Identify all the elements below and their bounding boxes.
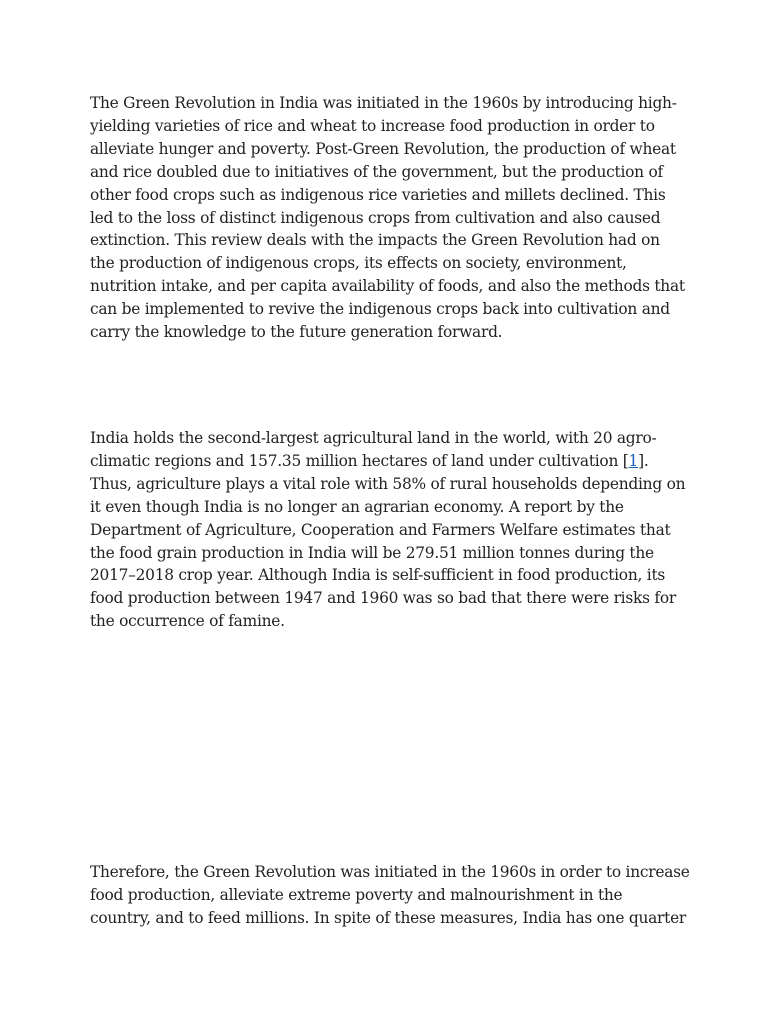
citation-suffix: ]. — [638, 451, 649, 470]
text-line-with-citation — [90, 450, 690, 473]
text-line: led to the loss of distinct indigenous crops from cultivation and also caused — [90, 208, 661, 227]
text-line: extinction. This review deals with the impacts the Green Revolution had on — [90, 231, 660, 250]
text-line: Thus, agriculture plays a vital role with 58% of rural households depending on — [90, 474, 686, 493]
text-line: Therefore, the Green Revolution was initiated in the 1960s in order to increase — [90, 863, 690, 881]
introduction-paragraph — [90, 427, 690, 633]
abstract-paragraph — [90, 92, 690, 344]
text-segment: climatic regions and 157.35 million hectares of land under cultivation [ — [90, 451, 629, 470]
text-line: The Green Revolution in India was initiated in the 1960s by introducing high- — [90, 94, 677, 112]
text-line: Department of Agriculture, Cooperation and Farmers Welfare estimates that — [90, 520, 671, 539]
text-line: food production, alleviate extreme poverty and malnourishment in the — [90, 885, 623, 904]
text-line: the occurrence of famine. — [90, 612, 285, 631]
text-line: yielding varieties of rice and wheat to increase food production in order to — [90, 116, 655, 135]
text-line: country, and to feed millions. In spite of these measures, India has one quarter — [90, 908, 687, 927]
continuation-paragraph — [90, 861, 690, 930]
text-line: it even though India is no longer an agrarian economy. A report by the — [90, 497, 624, 516]
text-line: and rice doubled due to initiatives of the government, but the production of — [90, 162, 663, 181]
text-line: India holds the second-largest agricultural land in the world, with 20 agro- — [90, 429, 657, 447]
text-line: nutrition intake, and per capita availability of foods, and also the methods that — [90, 277, 685, 296]
text-line: carry the knowledge to the future generation forward. — [90, 323, 503, 342]
citation-link-1[interactable]: 1 — [628, 451, 639, 470]
text-line: other food crops such as indigenous rice varieties and millets declined. This — [90, 185, 666, 204]
text-line: food production between 1947 and 1960 was so bad that there were risks for — [90, 589, 676, 608]
text-line: alleviate hunger and poverty. Post-Green Revolution, the production of wheat — [90, 139, 676, 158]
text-line: the production of indigenous crops, its effects on society, environment, — [90, 254, 627, 273]
text-line: 2017–2018 crop year. Although India is self-sufficient in food production, its — [90, 566, 666, 585]
text-line: can be implemented to revive the indigenous crops back into cultivation and — [90, 300, 670, 319]
text-line: the food grain production in India will be 279.51 million tonnes during the — [90, 543, 654, 562]
